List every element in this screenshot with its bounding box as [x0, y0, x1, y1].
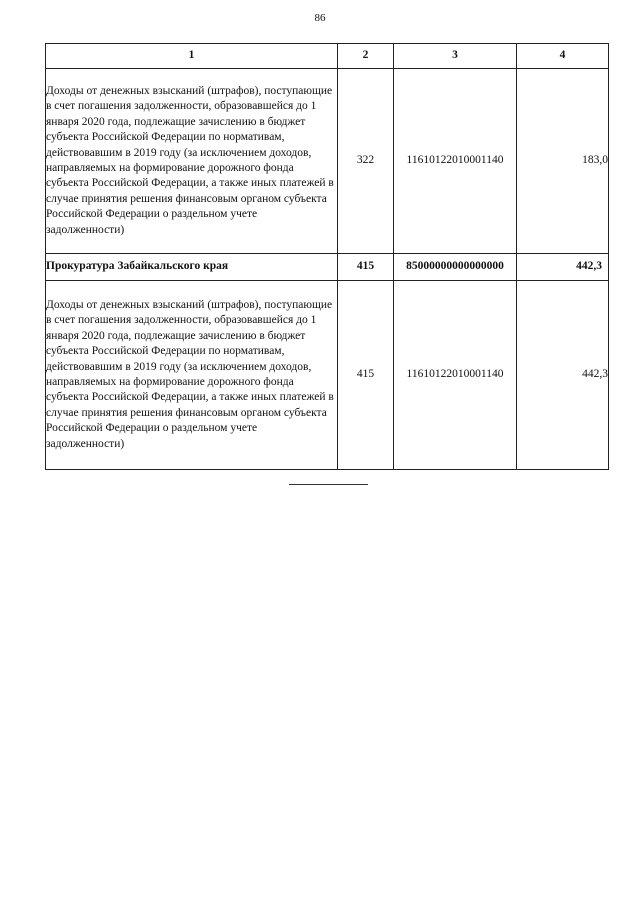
column-header-4: 4 [517, 44, 609, 69]
table-row-organization [46, 254, 609, 281]
administrator-code: 415 [338, 254, 394, 281]
revenue-table [45, 43, 609, 470]
income-description: Доходы от денежных взысканий (штрафов), поступающие в счет погашения задолженности, образовавшейся до 1 января 2020 года, подлежащие зачислению в бюджет субъекта Российской Федерации по нормативам, действовавшим в 2019 году (за исключением доходов, направляемых на формирование дорожного фонда субъекта Российской Федерации, а также иных платежей в случае принятия решения финансовым органом субъекта Российской Федерации о раздельном учете задолженности) [46, 69, 338, 254]
budget-classification-code: 11610122010001140 [394, 69, 517, 254]
income-description: Доходы от денежных взысканий (штрафов), поступающие в счет погашения задолженности, образовавшейся до 1 января 2020 года, подлежащие зачислению в бюджет субъекта Российской Федерации по нормативам, действовавшим в 2019 году (за исключением доходов, направляемых на формирование дорожного фонда субъекта Российской Федерации, а также иных платежей в случае принятия решения финансовым органом субъекта Российской Федерации о раздельном учете задолженности) [46, 281, 338, 470]
budget-classification-code: 11610122010001140 [394, 281, 517, 470]
amount: 442,3 [517, 281, 609, 470]
page-number: 86 [314, 12, 326, 24]
column-header-1: 1 [46, 44, 338, 69]
administrator-code: 415 [338, 281, 394, 470]
budget-classification-code: 85000000000000000 [394, 254, 517, 281]
amount: 183,0 [517, 69, 609, 254]
end-of-table-rule [289, 484, 368, 485]
table-header-row [46, 44, 609, 69]
amount: 442,3 [517, 254, 609, 281]
administrator-code: 322 [338, 69, 394, 254]
column-header-3: 3 [394, 44, 517, 69]
table-row [46, 281, 609, 470]
table-row [46, 69, 609, 254]
organization-name: Прокуратура Забайкальского края [46, 254, 338, 281]
column-header-2: 2 [338, 44, 394, 69]
